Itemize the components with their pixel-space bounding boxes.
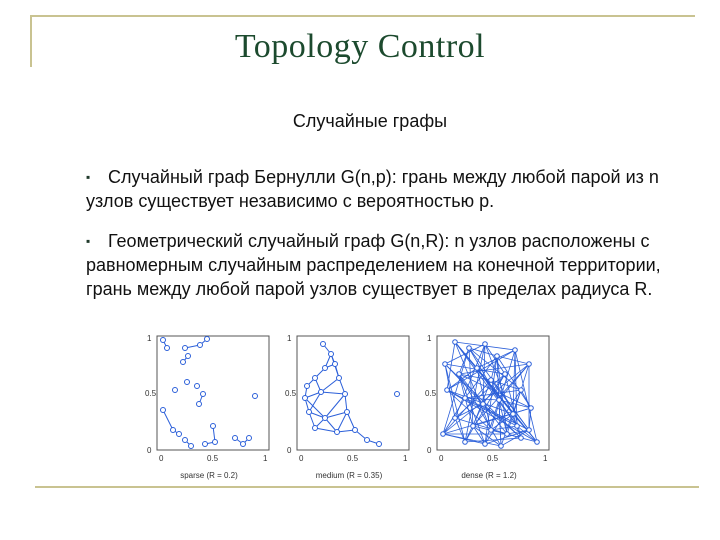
x-tick: 0 bbox=[299, 454, 304, 463]
y-tick: 0.5 bbox=[425, 389, 437, 398]
graph-node bbox=[457, 372, 462, 377]
sparse-graph-plot bbox=[145, 334, 273, 480]
x-tick: 1 bbox=[543, 454, 548, 463]
graph-node bbox=[463, 396, 468, 401]
top-rule bbox=[30, 15, 695, 17]
y-tick: 0.5 bbox=[285, 389, 297, 398]
graph-node bbox=[475, 366, 480, 371]
x-tick: 0.5 bbox=[347, 454, 359, 463]
graph-node bbox=[505, 432, 510, 437]
graph-node bbox=[497, 398, 502, 403]
medium-graph-plot bbox=[285, 334, 413, 480]
y-tick: 0 bbox=[287, 446, 292, 455]
plot-caption: medium (R = 0.35) bbox=[315, 471, 383, 480]
graph-node bbox=[529, 406, 534, 411]
bullet-text: Геометрический случайный граф G(n,R): n узлов расположены с равномерным случайным распределением на конечной территории, грань между любой парой узлов существует в пределах радиуса R. bbox=[86, 231, 661, 299]
y-tick: 0 bbox=[147, 446, 152, 455]
graph-node bbox=[489, 378, 494, 383]
graph-node bbox=[519, 436, 524, 441]
graph-node bbox=[445, 388, 450, 393]
y-tick: 1 bbox=[287, 334, 292, 343]
sparse-graph-drawing bbox=[145, 334, 273, 464]
graph-node bbox=[499, 444, 504, 449]
x-tick: 0 bbox=[159, 454, 164, 463]
graph-node bbox=[483, 342, 488, 347]
y-tick: 0 bbox=[427, 446, 432, 455]
x-tick: 0 bbox=[439, 454, 444, 463]
graph-node bbox=[527, 428, 532, 433]
graph-node bbox=[519, 388, 524, 393]
graph-node bbox=[503, 372, 508, 377]
graph-node bbox=[443, 362, 448, 367]
x-tick: 0.5 bbox=[487, 454, 499, 463]
graph-node bbox=[441, 432, 446, 437]
graph-node bbox=[483, 442, 488, 447]
graph-node bbox=[495, 354, 500, 359]
graph-node bbox=[535, 440, 540, 445]
plot-caption: sparse (R = 0.2) bbox=[180, 471, 238, 480]
graph-node bbox=[453, 416, 458, 421]
x-tick: 1 bbox=[263, 454, 268, 463]
square-bullet-icon: ▪ bbox=[86, 234, 91, 248]
y-tick: 1 bbox=[427, 334, 432, 343]
graph-edge bbox=[491, 380, 521, 390]
y-tick: 0.5 bbox=[145, 389, 157, 398]
slide-title: Topology Control bbox=[234, 28, 486, 65]
y-tick: 1 bbox=[147, 334, 152, 343]
graph-node bbox=[467, 346, 472, 351]
medium-graph-drawing bbox=[285, 334, 413, 464]
graph-node bbox=[489, 428, 494, 433]
graph-node bbox=[515, 424, 520, 429]
bottom-rule bbox=[35, 486, 699, 488]
slide-subtitle: Случайные графы bbox=[292, 111, 448, 131]
bullet-text: Случайный граф Бернулли G(n,p): грань между любой парой из n узлов существует независимо с вероятностью p. bbox=[86, 167, 659, 211]
graph-node bbox=[527, 362, 532, 367]
graph-node bbox=[453, 340, 458, 345]
x-tick: 0.5 bbox=[207, 454, 219, 463]
random-graphs-figure bbox=[145, 334, 553, 480]
dense-graph-plot bbox=[425, 334, 553, 480]
graph-node bbox=[471, 424, 476, 429]
dense-graph-drawing bbox=[425, 334, 553, 464]
x-tick: 1 bbox=[403, 454, 408, 463]
bullet-paragraph bbox=[86, 229, 686, 301]
graph-node bbox=[511, 412, 516, 417]
square-bullet-icon: ▪ bbox=[86, 170, 91, 184]
graph-node bbox=[481, 402, 486, 407]
plot-caption: dense (R = 1.2) bbox=[461, 471, 517, 480]
graph-node bbox=[513, 348, 518, 353]
graph-node bbox=[463, 440, 468, 445]
bullet-paragraph bbox=[86, 165, 686, 213]
